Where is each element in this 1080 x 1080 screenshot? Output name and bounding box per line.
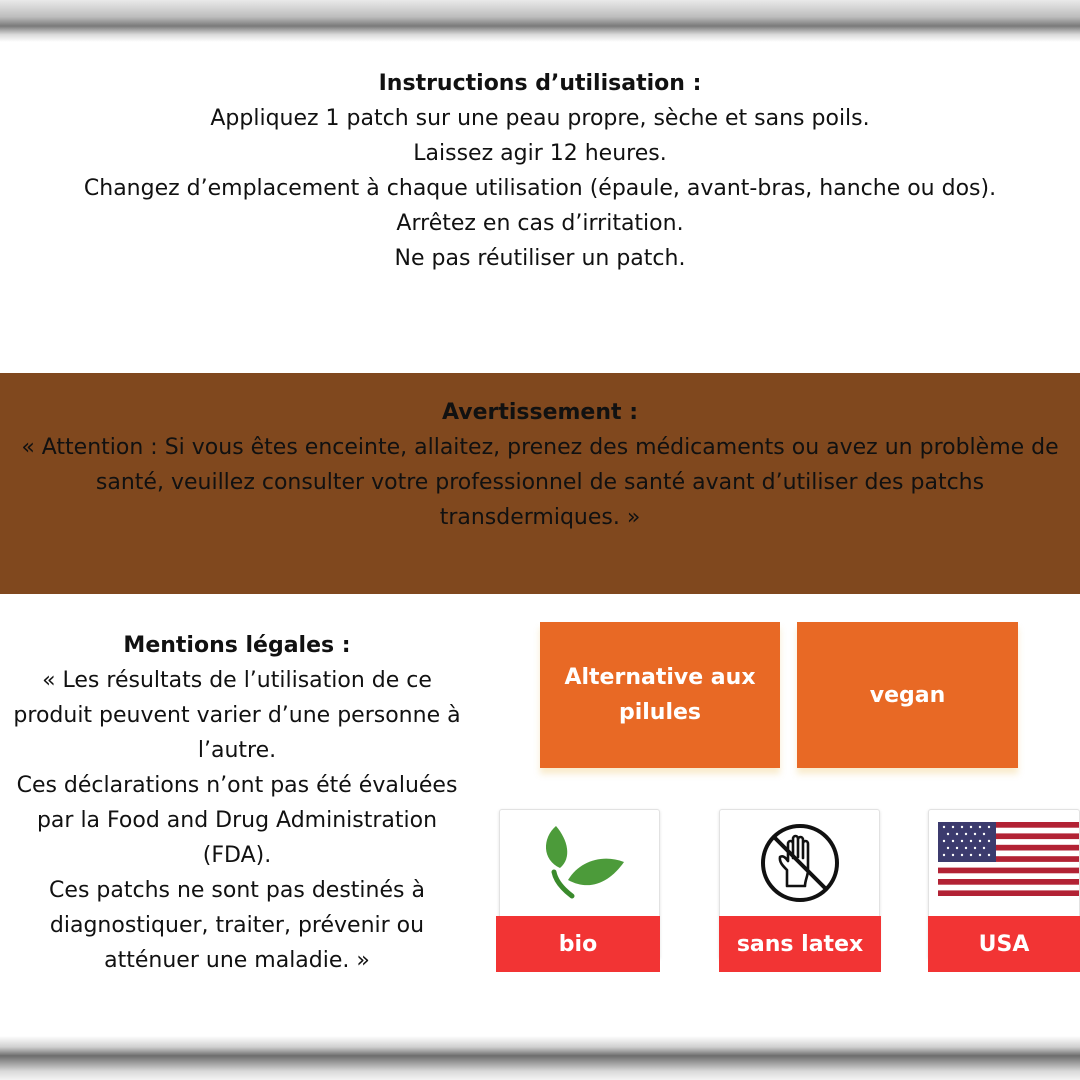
warning-title: Avertissement : — [441, 400, 638, 425]
instruction-line: Appliquez 1 patch sur une peau propre, sèche et sans poils. — [210, 106, 870, 131]
leaf-icon — [538, 820, 628, 910]
no-glove-icon — [757, 820, 843, 906]
legal-paragraph: « Les résultats de l’utilisation de ce produit peuvent varier d’une personne à l’autre. — [13, 668, 461, 763]
top-border — [0, 0, 1080, 42]
bottom-border — [0, 1036, 1080, 1080]
instruction-line: Laissez agir 12 heures. — [413, 141, 667, 166]
warning-banner — [0, 373, 1080, 594]
feature-label-text: bio — [558, 931, 598, 957]
legal-notice — [0, 628, 474, 978]
instruction-line: Arrêtez en cas d’irritation. — [396, 211, 684, 236]
feature-label-latex-free — [719, 916, 881, 972]
legal-paragraph: Ces patchs ne sont pas destinés à diagnostiquer, traiter, prévenir ou atténuer une maladie. » — [49, 878, 425, 973]
warning-text: « Attention : Si vous êtes enceinte, allaitez, prenez des médicaments ou avez un problème de santé, veuillez consulter votre professionnel de santé avant d’utiliser des patchs transdermiques. » — [21, 435, 1059, 530]
instructions-section — [0, 66, 1080, 276]
us-flag-icon — [938, 822, 1079, 896]
feature-label-text: USA — [978, 931, 1030, 957]
instructions-title: Instructions d’utilisation : — [378, 71, 702, 96]
badge-alternative-pills — [540, 622, 780, 768]
badge-vegan — [797, 622, 1018, 768]
badge-vegan-label: vegan — [869, 682, 946, 708]
badge-alternative-label: Alternative aux pilules — [564, 665, 756, 725]
legal-title: Mentions légales : — [123, 633, 351, 658]
legal-paragraph: Ces déclarations n’ont pas été évaluées par la Food and Drug Administration (FDA). — [16, 773, 458, 868]
feature-label-usa — [928, 916, 1080, 972]
instruction-line: Changez d’emplacement à chaque utilisation (épaule, avant-bras, hanche ou dos). — [83, 176, 997, 201]
feature-label-text: sans latex — [736, 931, 864, 957]
feature-label-bio — [496, 916, 660, 972]
instruction-line: Ne pas réutiliser un patch. — [394, 246, 686, 271]
